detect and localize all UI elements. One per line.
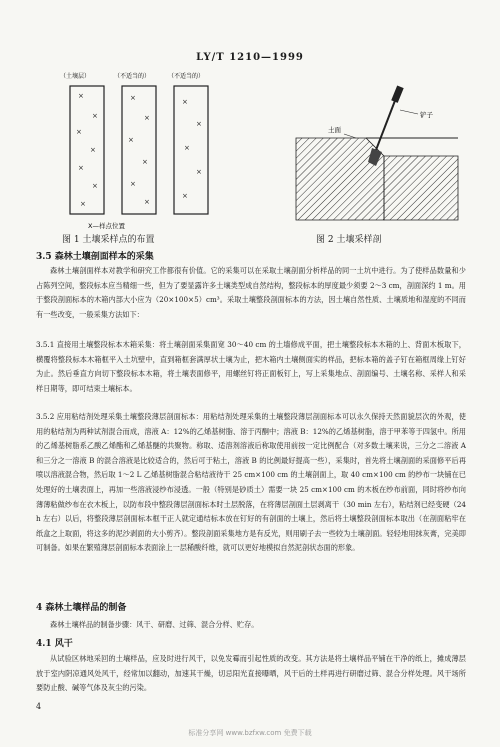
svg-text:×: × bbox=[92, 182, 98, 190]
fig1-col-label-3: （不适当的） bbox=[168, 73, 205, 80]
shovel-icon bbox=[368, 85, 404, 166]
figure-1 bbox=[56, 70, 226, 250]
fig1-col-label-1: （土壤层） bbox=[60, 73, 91, 80]
svg-text:×: × bbox=[90, 146, 96, 154]
figure-2-drawing bbox=[292, 70, 462, 240]
section-3-5-1-paragraph: 3.5.1 直接用土壤整段标本木箱采集：将土壤剖面采集面宽 30～40 cm 的土墙修成平面，把土壤整段标本木箱的上、背面木板取下，横覆将整段标本木箱框平入土坑壁中，直到箱框套满厚状土壤为止，把木箱内土壤侧面实的样品，把标本箱的盖子钉在箱框周缘上钉好为止。然后垂直方向切下整段标本木箱，将土壤表面修平，用螺丝钉将正面板钉上，写上采集地点、剖面编号、土壤名称、采样人和采样日期等，即可结束土壤标本。 bbox=[36, 340, 466, 393]
svg-text:×: × bbox=[78, 92, 84, 100]
fig1-col-label-2: （不适当的） bbox=[114, 73, 151, 80]
section-4-heading: 4 森林土壤样品的制备 bbox=[36, 603, 127, 613]
svg-text:×: × bbox=[130, 180, 136, 188]
section-4-intro: 森林土壤样品的制备步骤：风干、研磨、过筛、混合分样、贮存。 bbox=[50, 620, 259, 629]
section-3-5-intro: 森林土壤剖面样本对教学和研究工作都很有价值。它的采集可以在采取土壤剖面分析样品的同一土坑中进行。为了使样品数量和少占陈列空间，整段标本应当精细一些，但为了要显露许多土壤类型成自然结构，整段标本的厚度最少须要 2～3 cm，剖面深约 1 m。用于整段剖面标本的木箱内部大小应为（20×100×5）cm³。采取土壤整段剖面标本的方法，因土壤自然性质、土壤质地和湿度的不同而有一些改变，一般采集方法如下： bbox=[36, 266, 466, 319]
page-number: 4 bbox=[36, 702, 42, 711]
svg-text:×: × bbox=[92, 112, 98, 120]
section-3-5-2-paragraph: 3.5.2 应用粘结剂处理采集土壤整段薄层剖面标本：用粘结剂处理采集的土壤整段薄层剖面标本可以永久保持天然面貌层次的外观，使用的粘结剂为两种试剂混合而成，溶液 A：12%的乙烯基树脂、溶于丙酮中；溶液 B：12%的乙烯基树脂，溶于甲苯等于四氢中。所用的乙烯基树脂系乙酸乙烯酯和乙烯基醚的共聚物。称取、适溶剂溶液后称取使用前按一定比例配合（对多数土壤来说，三分之二溶液 A 和三分之一溶液 B 的混合溶液是比较适合的，然后可于粘土，溶液 B 的比例最好提高一些），采集时，首先将土壤剖面的采面修平后再喷以溶液混合物，然后取 1～2 L 乙烯基树脂混合粘结液待干 25 cm×100 cm 的土壤剖面上，取 40 cm×100 cm 的纱布一块铺在已处理好的土壤表面上，再加一些溶液浸纱布浸透。一般（特别是砂质土）需要一块 25 cm×100 cm 的木板在纱布前面，同时将纱布向薄薄粘做纱布在衣木板上，以防布段中整段薄层剖面标本时土层脱落，在将薄层剖面土层剥离干（30 min 左右），粘结剂已经变硬（24 h 左右）以后，将整段薄层剖面标本框干正人就定通结标本放在钉好的有剖面的土壤上，然后将土壤整段剖面标本取出（在剖面粘牢在纸盒之上取面，将这多的泥沙剥面的大小剪齐）。整段剖面采集地方是有反光，则用刷子去一些较为土壤剖面。轻轻地用抹灰膏，完美即可制备。如果在繁殖薄层剖面标本表面涂上一层稀酸纤维，就可以更好地模拟自然泥剖状态面的形象。 bbox=[36, 412, 466, 553]
section-4-1-paragraph: 从试验区林地采回的土壤样品，应及时进行风干，以免发霉而引起性质的改变。其方法是将土壤样品平铺在干净的纸上，摊成薄层放于室内阴凉通风处风干，经常加以翻动，加速其干燥，切忌阳光直接曝晒，风干后的土样再进行研磨过筛、混合分样处理。风干场所要防止酸、碱等气体及灰尘的污染。 bbox=[36, 654, 466, 693]
fig2-surface-label: 土面 bbox=[328, 126, 341, 134]
svg-text:×: × bbox=[182, 192, 188, 200]
section-4-1-heading: 4.1 风干 bbox=[36, 639, 73, 649]
figure-2-caption: 图 2 土壤采样剖 bbox=[316, 235, 382, 245]
fig1-marker-legend: X—样点位置 bbox=[88, 222, 125, 230]
svg-text:×: × bbox=[144, 198, 150, 206]
watermark-text: 标准分享网 www.bzfxw.com 免费下载 bbox=[188, 729, 312, 737]
svg-text:×: × bbox=[142, 158, 148, 166]
fig2-tool-label: 铲子 bbox=[420, 111, 433, 119]
svg-text:×: × bbox=[196, 168, 202, 176]
svg-text:×: × bbox=[78, 164, 84, 172]
figure-2 bbox=[292, 70, 462, 240]
figure-1-drawing bbox=[56, 70, 226, 250]
section-3-5-heading: 3.5 森林土壤剖面样本的采集 bbox=[36, 252, 154, 262]
sample-point-markers bbox=[76, 92, 202, 208]
svg-text:×: × bbox=[196, 120, 202, 128]
svg-text:×: × bbox=[76, 128, 82, 136]
svg-text:×: × bbox=[128, 136, 134, 144]
svg-text:×: × bbox=[80, 200, 86, 208]
figure-1-caption: 图 1 土壤采样点的布置 bbox=[62, 235, 155, 245]
standard-number: LY/T 1210—1999 bbox=[196, 52, 304, 63]
svg-text:×: × bbox=[130, 94, 136, 102]
svg-text:×: × bbox=[184, 144, 190, 152]
svg-text:×: × bbox=[144, 114, 150, 122]
svg-text:×: × bbox=[182, 98, 188, 106]
